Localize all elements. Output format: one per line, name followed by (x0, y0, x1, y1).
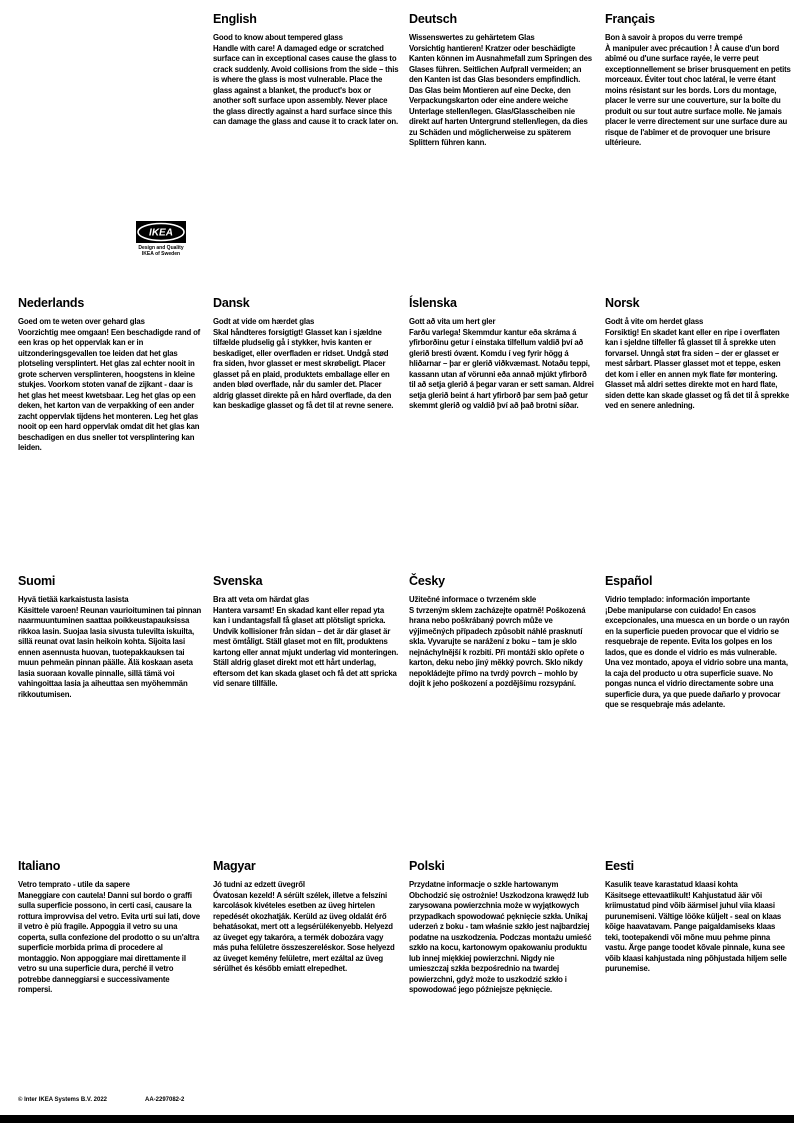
section-italiano (18, 859, 204, 996)
section-body-espanol: ¡Debe manipularse con cuidado! En casos excepcionales, una muesca en un borde o un rayón en la superficie pueden provocar que el vidrio se resquebraje de repente. Evita los golpes en los lados, que es donde el vidrio es más vulnerable. Una vez montado, apoya el vidrio sobre una manta, la caja del producto u otra superficie suave. No pongas nunca el vidrio directamente sobre una superficie dura, ya que puede dañarlo y provocar que se resquebraje más adelante. (605, 605, 790, 709)
section-body-deutsch: Vorsichtig hantieren! Kratzer oder beschädigte Kanten können im Ausnahmefall zum Springen des Glases führen. Seitlichen Aufprall vermeiden; an den Kanten ist das Glas besonders empfindlich. Das Glas beim Montieren auf eine Decke, den Verpackungskarton oder eine andere weiche Unterlage stellen/legen. Glas/Glasscheiben nie direkt auf harten Untergrund stellen/legen, da dies zu Schäden und möglicherweise zu späterem Splittern führen kann. (409, 43, 592, 147)
section-deutsch (409, 12, 595, 149)
language-heading-dansk: Dansk (213, 296, 250, 310)
ikea-logo-icon (136, 221, 186, 243)
section-norsk (605, 296, 791, 412)
section-nederlands (18, 296, 204, 454)
section-body-svenska: Hantera varsamt! En skadad kant eller repad yta kan i undantagsfall få glaset att plötsligt spricka. Undvik kollisioner från sidan – det är där glaset är mest ömtåligt. Ställ glaset mot en filt, produktens kartong eller annat mjukt underlag vid monteringen. Ställ aldrig glaset direkt mot ett hårt underlag, eftersom det kan skada glaset och få det att spricka vid senare tillfälle. (213, 605, 399, 688)
section-title-magyar: Jó tudni az edzett üvegről (213, 880, 305, 889)
section-espanol (605, 574, 791, 711)
section-body-francais: À manipuler avec précaution ! À cause d'un bord abîmé ou d'une surface rayée, le verre peut exceptionnellement se briser brusquement en petits morceaux. Éviter tout choc latéral, le verre étant moins résistant sur les bords. Lors du montage, placer le verre sur une couverture, sur la boîte du produit ou sur tout autre surface molle. Ne jamais placer le verre directement sur une surface dure au risque de l'abîmer et de provoquer une brisure ultérieure. (605, 43, 791, 147)
bottom-black-bar (0, 1115, 794, 1123)
language-heading-svenska: Svenska (213, 574, 263, 588)
section-body-suomi: Käsittele varoen! Reunan vaurioituminen tai pinnan naarmuuntuminen saattaa poikkeustapauksissa rikkoa lasin. Suojaa lasia sivusta tulevilta iskuilta, sillä reunat ovat lasin heikoin kohta. Sijoita lasi ennen asennusta huovan, tuotepakkauksen tai muun pehmeän pinnan päälle. Älä koskaan aseta lasia suoraan kovalle pinnalle, sillä tämä voi vahingoittaa lasia ja aiheuttaa sen myöhemmän rikkoutumisen. (18, 605, 202, 699)
section-title-suomi: Hyvä tietää karkaistusta lasista (18, 595, 129, 604)
section-title-dansk: Godt at vide om hærdet glas (213, 317, 315, 326)
section-english (213, 12, 399, 128)
language-heading-cesky: Česky (409, 574, 445, 588)
logo-tagline (136, 245, 186, 257)
language-heading-eesti: Eesti (605, 859, 634, 873)
document-number: AA-2297082-2 (145, 1097, 185, 1103)
section-body-english: Handle with care! A damaged edge or scratched surface can in exceptional cases cause the glass to crack suddenly. Avoid collisions from the side – this is where the glass is most vulnerable. Place the glass against a blanket, the product's box or another soft surface upon assembly. Never place the glass directly against a hard surface since this can damage the glass and cause it to crack later on. (213, 43, 399, 126)
language-heading-nederlands: Nederlands (18, 296, 85, 310)
section-suomi (18, 574, 204, 700)
language-heading-italiano: Italiano (18, 859, 61, 873)
ikea-logo-text: IKEA (149, 227, 173, 239)
section-body-norsk: Forsiktig! En skadet kant eller en ripe i overflaten kan i sjeldne tilfeller få glasset til å sprekke uten forvarsel. Unngå støt fra siden – der er glasset er mest sårbart. Plasser glasset mot et teppe, esken det kom i eller en annen myk flate før montering. Glasset må aldri settes direkte mot en hard flate, siden dette kan skade glasset og få det til å sprekke ved en senere anledning. (605, 327, 790, 410)
section-title-english: Good to know about tempered glass (213, 33, 343, 42)
section-polski (409, 859, 595, 996)
section-cesky (409, 574, 595, 690)
section-title-svenska: Bra att veta om härdat glas (213, 595, 310, 604)
section-svenska (213, 574, 399, 690)
language-heading-espanol: Español (605, 574, 653, 588)
section-title-cesky: Užitečné informace o tvrzeném skle (409, 595, 537, 604)
section-title-deutsch: Wissenswertes zu gehärtetem Glas (409, 33, 535, 42)
section-body-islenska: Farðu varlega! Skemmdur kantur eða skráma á yfirborðinu getur í einstaka tilfellum valdið því að glerið bresti óvænt. Komdu í veg fyrir högg á hliðarnar – þar er glerið viðkvæmast. Notaðu teppi, kassann utan af vörunni eða annað mjúkt yfirborð til að setja glerið á þegar varan er sett saman. Aldrei setja glerið beint á hart yfirborð þar sem það getur skemmt glerið og valdið því að það brotni síðar. (409, 327, 594, 410)
section-body-magyar: Óvatosan kezeld! A sérült szélek, illetve a felszíni karcolások kivételes esetben az üveg hirtelen repedését okozhatják. Kerüld az üveg oldalát érő behatásokat, mert ott a legsérülékenyebb. Helyezd az üveget egy takaróra, a termék dobozára vagy más puha felületre összeszereléskor. Sose helyezd az üveget kemény felületre, mert ezáltal az üveg sérülhet és később emiatt elrepedhet. (213, 890, 395, 973)
section-title-nederlands: Goed om te weten over gehard glas (18, 317, 145, 326)
section-body-nederlands: Voorzichtig mee omgaan! Een beschadigde rand of een kras op het oppervlak kan er in uitzonderingsgevallen toe leiden dat het glas plotseling versplintert. Het glas zal echter nooit in grote scherven versplinteren, hoogstens in kleine stukjes. Voorkom stoten vanaf de zijkant - daar is het glas het meest kwetsbaar. Leg het glas op een deken, het karton van de verpakking of een ander zacht oppervlak tijdens het monteren. Leg het glas nooit op een hard oppervlak omdat dit het glas kan beschadigen en dus sneller tot versplintering kan leiden. (18, 327, 201, 452)
section-title-francais: Bon à savoir à propos du verre trempé (605, 33, 743, 42)
section-title-polski: Przydatne informacje o szkle hartowanym (409, 880, 559, 889)
language-heading-norsk: Norsk (605, 296, 640, 310)
section-body-dansk: Skal håndteres forsigtigt! Glasset kan i sjældne tilfælde pludselig gå i stykker, hvis kanten er beskadiget, eller overfladen er ridset. Undgå stød fra siden, hvor glasset er mest skrøbeligt. Placer glasset på en plaid, produktets emballage eller en anden blød overflade, når du samler det. Placer aldrig glasset direkte på en hård overflade, da den kan beskadige glasset og få det til at revne senere. (213, 327, 394, 410)
copyright-text: © Inter IKEA Systems B.V. 2022 (18, 1097, 108, 1103)
language-heading-polski: Polski (409, 859, 445, 873)
section-body-eesti: Käsitsege ettevaatlikult! Kahjustatud äär või kriimustatud pind võib äärmisel juhul viia klaasi purunemiseni. Vältige lööke küljelt - seal on klaas kõige haavatavam. Pange paigaldamiseks klaas teki, tootepakendi või mõne muu pehme pinna vastu. Ärge pange toodet kõvale pinnale, kuna see võib klaasi kahjustada ning põhjustada hiljem selle purunemise. (605, 890, 787, 973)
section-body-cesky: S tvrzeným sklem zacházejte opatrně! Poškozená hrana nebo poškrábaný povrch může ve výjimečných případech způsobit náhlé prasknutí skla. Vyvarujte se narážení z boku – tam je sklo nejnáchylnější k rozbití. Při montáži sklo opřete o karton, deku nebo jiný měkký povrch. Sklo nikdy nepokládejte přímo na tvrdý povrch – mohlo by dojít k jeho poškození a pozdějšímu rozsypání. (409, 605, 586, 688)
section-title-italiano: Vetro temprato - utile da sapere (18, 880, 130, 889)
section-magyar (213, 859, 399, 975)
section-francais (605, 12, 791, 149)
language-heading-magyar: Magyar (213, 859, 256, 873)
ikea-logo-block (136, 221, 186, 257)
section-title-islenska: Gott að vita um hert gler (409, 317, 496, 326)
language-heading-english: English (213, 12, 257, 26)
section-body-italiano: Maneggiare con cautela! Danni sul bordo o graffi sulla superficie possono, in certi casi, causare la rottura improvvisa del vetro. Evita urti sui lati, dove il vetro è più fragile. Appoggia il vetro su una coperta, sulla confezione del prodotto o su un'altra superficie morbida prima di procedere al montaggio. Non appoggiare mai direttamente il vetro su una superficie dura, perché il vetro potrebbe danneggiarsi e successivamente rompersi. (18, 890, 200, 994)
section-dansk (213, 296, 399, 412)
logo-tagline-line1: Design and Quality (138, 245, 184, 251)
section-body-polski: Obchodzić się ostrożnie! Uszkodzona krawędź lub zarysowana powierzchnia może w wyjątkowych przypadkach spowodować pęknięcie szkła. Unikaj uderzeń z boku - tam właśnie szkło jest najbardziej podatne na uszkodzenia. Podczas montażu umieść szkło na kocu, kartonowym opakowaniu produktu lub innej miękkiej powierzchni. Nigdy nie umieszczaj szkła bezpośrednio na twardej powierzchni, gdyż może to uszkodzić szkło i spowodować jego późniejsze pęknięcie. (409, 890, 592, 994)
section-title-norsk: Godt å vite om herdet glass (605, 317, 704, 326)
language-heading-francais: Français (605, 12, 655, 26)
language-heading-deutsch: Deutsch (409, 12, 457, 26)
language-heading-suomi: Suomi (18, 574, 56, 588)
logo-tagline-line2: IKEA of Sweden (141, 251, 181, 257)
section-islenska (409, 296, 595, 412)
section-title-eesti: Kasulik teave karastatud klaasi kohta (605, 880, 738, 889)
section-title-espanol: Vidrio templado: información importante (605, 595, 750, 604)
language-heading-islenska: Íslenska (409, 296, 457, 310)
section-eesti (605, 859, 791, 975)
